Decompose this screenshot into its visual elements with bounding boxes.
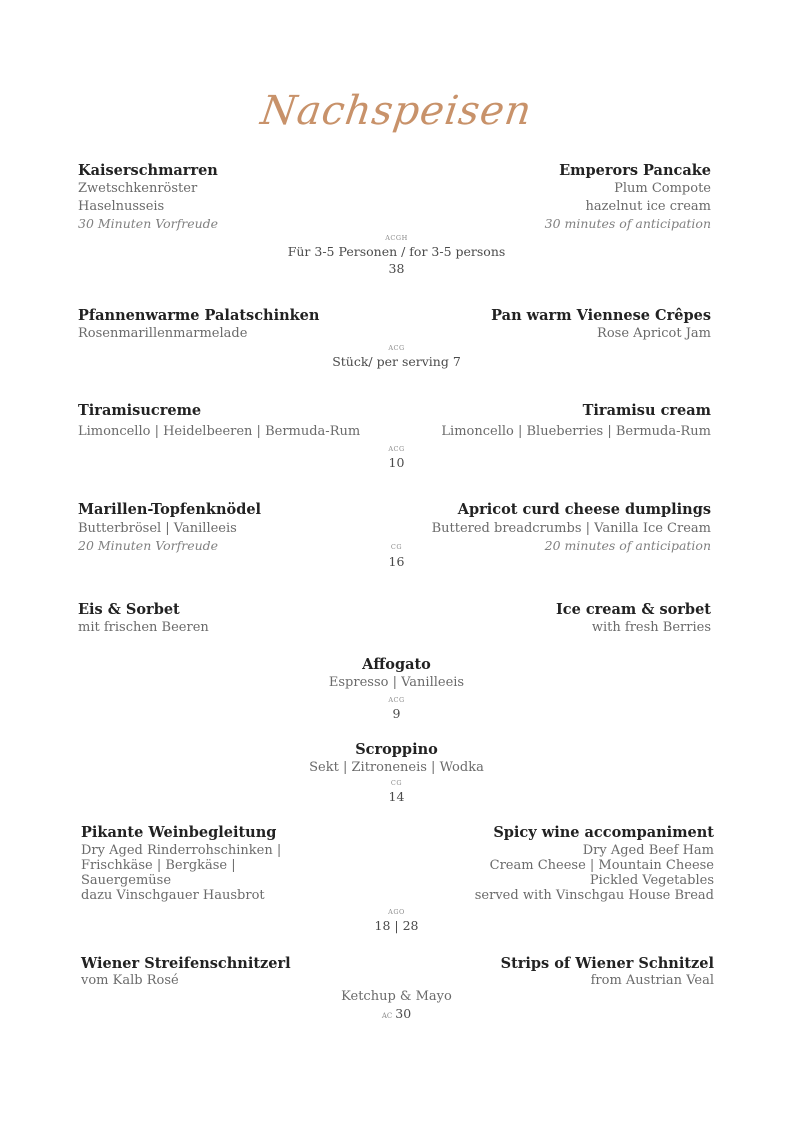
item-name-en: Strips of Wiener Schnitzel [500,955,714,972]
item-note-de: 30 Minuten Vorfreude [78,216,219,231]
item-description-de: Butterbrösel | Vanilleeis [78,521,237,536]
allergen-codes: AGO [388,908,405,916]
price: 18 | 28 [374,918,419,933]
item-name-de: Marillen-Topfenknödel [78,501,262,518]
item-note-de: 20 Minuten Vorfreude [78,538,219,553]
item-description-en: Buttered breadcrumbs | Vanilla Ice Cream [431,521,711,536]
item-name-de: Eis & Sorbet [78,601,180,618]
item-description-de: vom Kalb Rosé [81,973,179,988]
item-description-en: from Austrian Veal [590,973,714,988]
item-description-en: Limoncello | Blueberries | Bermuda-Rum [441,424,711,439]
item-description-de: dazu Vinschgauer Hausbrot [81,888,265,903]
item-name-en: Apricot curd cheese dumplings [457,501,711,518]
item-description: Sekt | Zitroneneis | Wodka [309,760,484,775]
item-description-en: Plum Compote [614,181,711,196]
item-description-en: Pickled Vegetables [589,873,714,888]
item-name-en: Emperors Pancake [559,162,711,179]
item-description-en: hazelnut ice cream [585,199,711,214]
item-name-de: Kaiserschmarren [78,162,218,179]
item-note-en: 20 minutes of anticipation [544,538,711,553]
allergen-codes: ACG [388,696,405,704]
allergen-codes: CG [390,779,403,787]
allergen-codes: CG [390,543,403,551]
item-name-en: Tiramisu cream [582,402,711,419]
item-name-de: Wiener Streifenschnitzerl [81,955,291,972]
allergen-codes: ACG [388,344,405,352]
price: 30 [395,1006,412,1021]
price-line [0,1007,793,1021]
price: 16 [388,554,405,569]
item-name-de: Pfannenwarme Palatschinken [78,307,320,324]
item-name: Scroppino [355,741,438,758]
item-name-en: Ice cream & sorbet [555,601,711,618]
item-description-de: Dry Aged Rinderrohschinken | [81,843,282,858]
item-description-de: Sauergemüse [81,873,172,888]
price: 14 [388,789,405,804]
allergen-codes: ACGH [385,234,408,242]
item-description-en: served with Vinschgau House Bread [474,888,714,903]
price: 38 [388,261,405,276]
item-description-en: with fresh Berries [591,620,711,635]
item-description-de: Frischkäse | Bergkäse | [81,858,236,873]
page-title: Nachspeisen [257,88,536,134]
item-description-de: mit frischen Beeren [78,620,209,635]
price: Stück/ per serving 7 [332,354,461,369]
item-description-de: Rosenmarillenmarmelade [78,326,248,341]
serving-info: Für 3-5 Personen / for 3-5 persons [287,244,506,259]
item-name: Affogato [362,656,431,673]
item-name-de: Pikante Weinbegleitung [81,824,277,841]
item-description-en: Dry Aged Beef Ham [582,843,714,858]
item-description-en: Cream Cheese | Mountain Cheese [489,858,714,873]
item-description-de: Limoncello | Heidelbeeren | Bermuda-Rum [78,424,361,439]
item-description: Espresso | Vanilleeis [328,675,465,690]
allergen-codes: ACG [388,445,405,453]
allergen-codes: AC [381,1012,393,1020]
item-name-de: Tiramisucreme [78,402,202,419]
item-side: Ketchup & Mayo [341,989,452,1004]
item-description-en: Rose Apricot Jam [597,326,711,341]
price: 10 [388,455,405,470]
item-description-de: Haselnusseis [78,199,165,214]
item-note-en: 30 minutes of anticipation [544,216,711,231]
item-name-en: Pan warm Viennese Crêpes [491,307,711,324]
item-name-en: Spicy wine accompaniment [493,824,714,841]
item-description-de: Zwetschkenröster [78,181,198,196]
price: 9 [392,706,401,721]
